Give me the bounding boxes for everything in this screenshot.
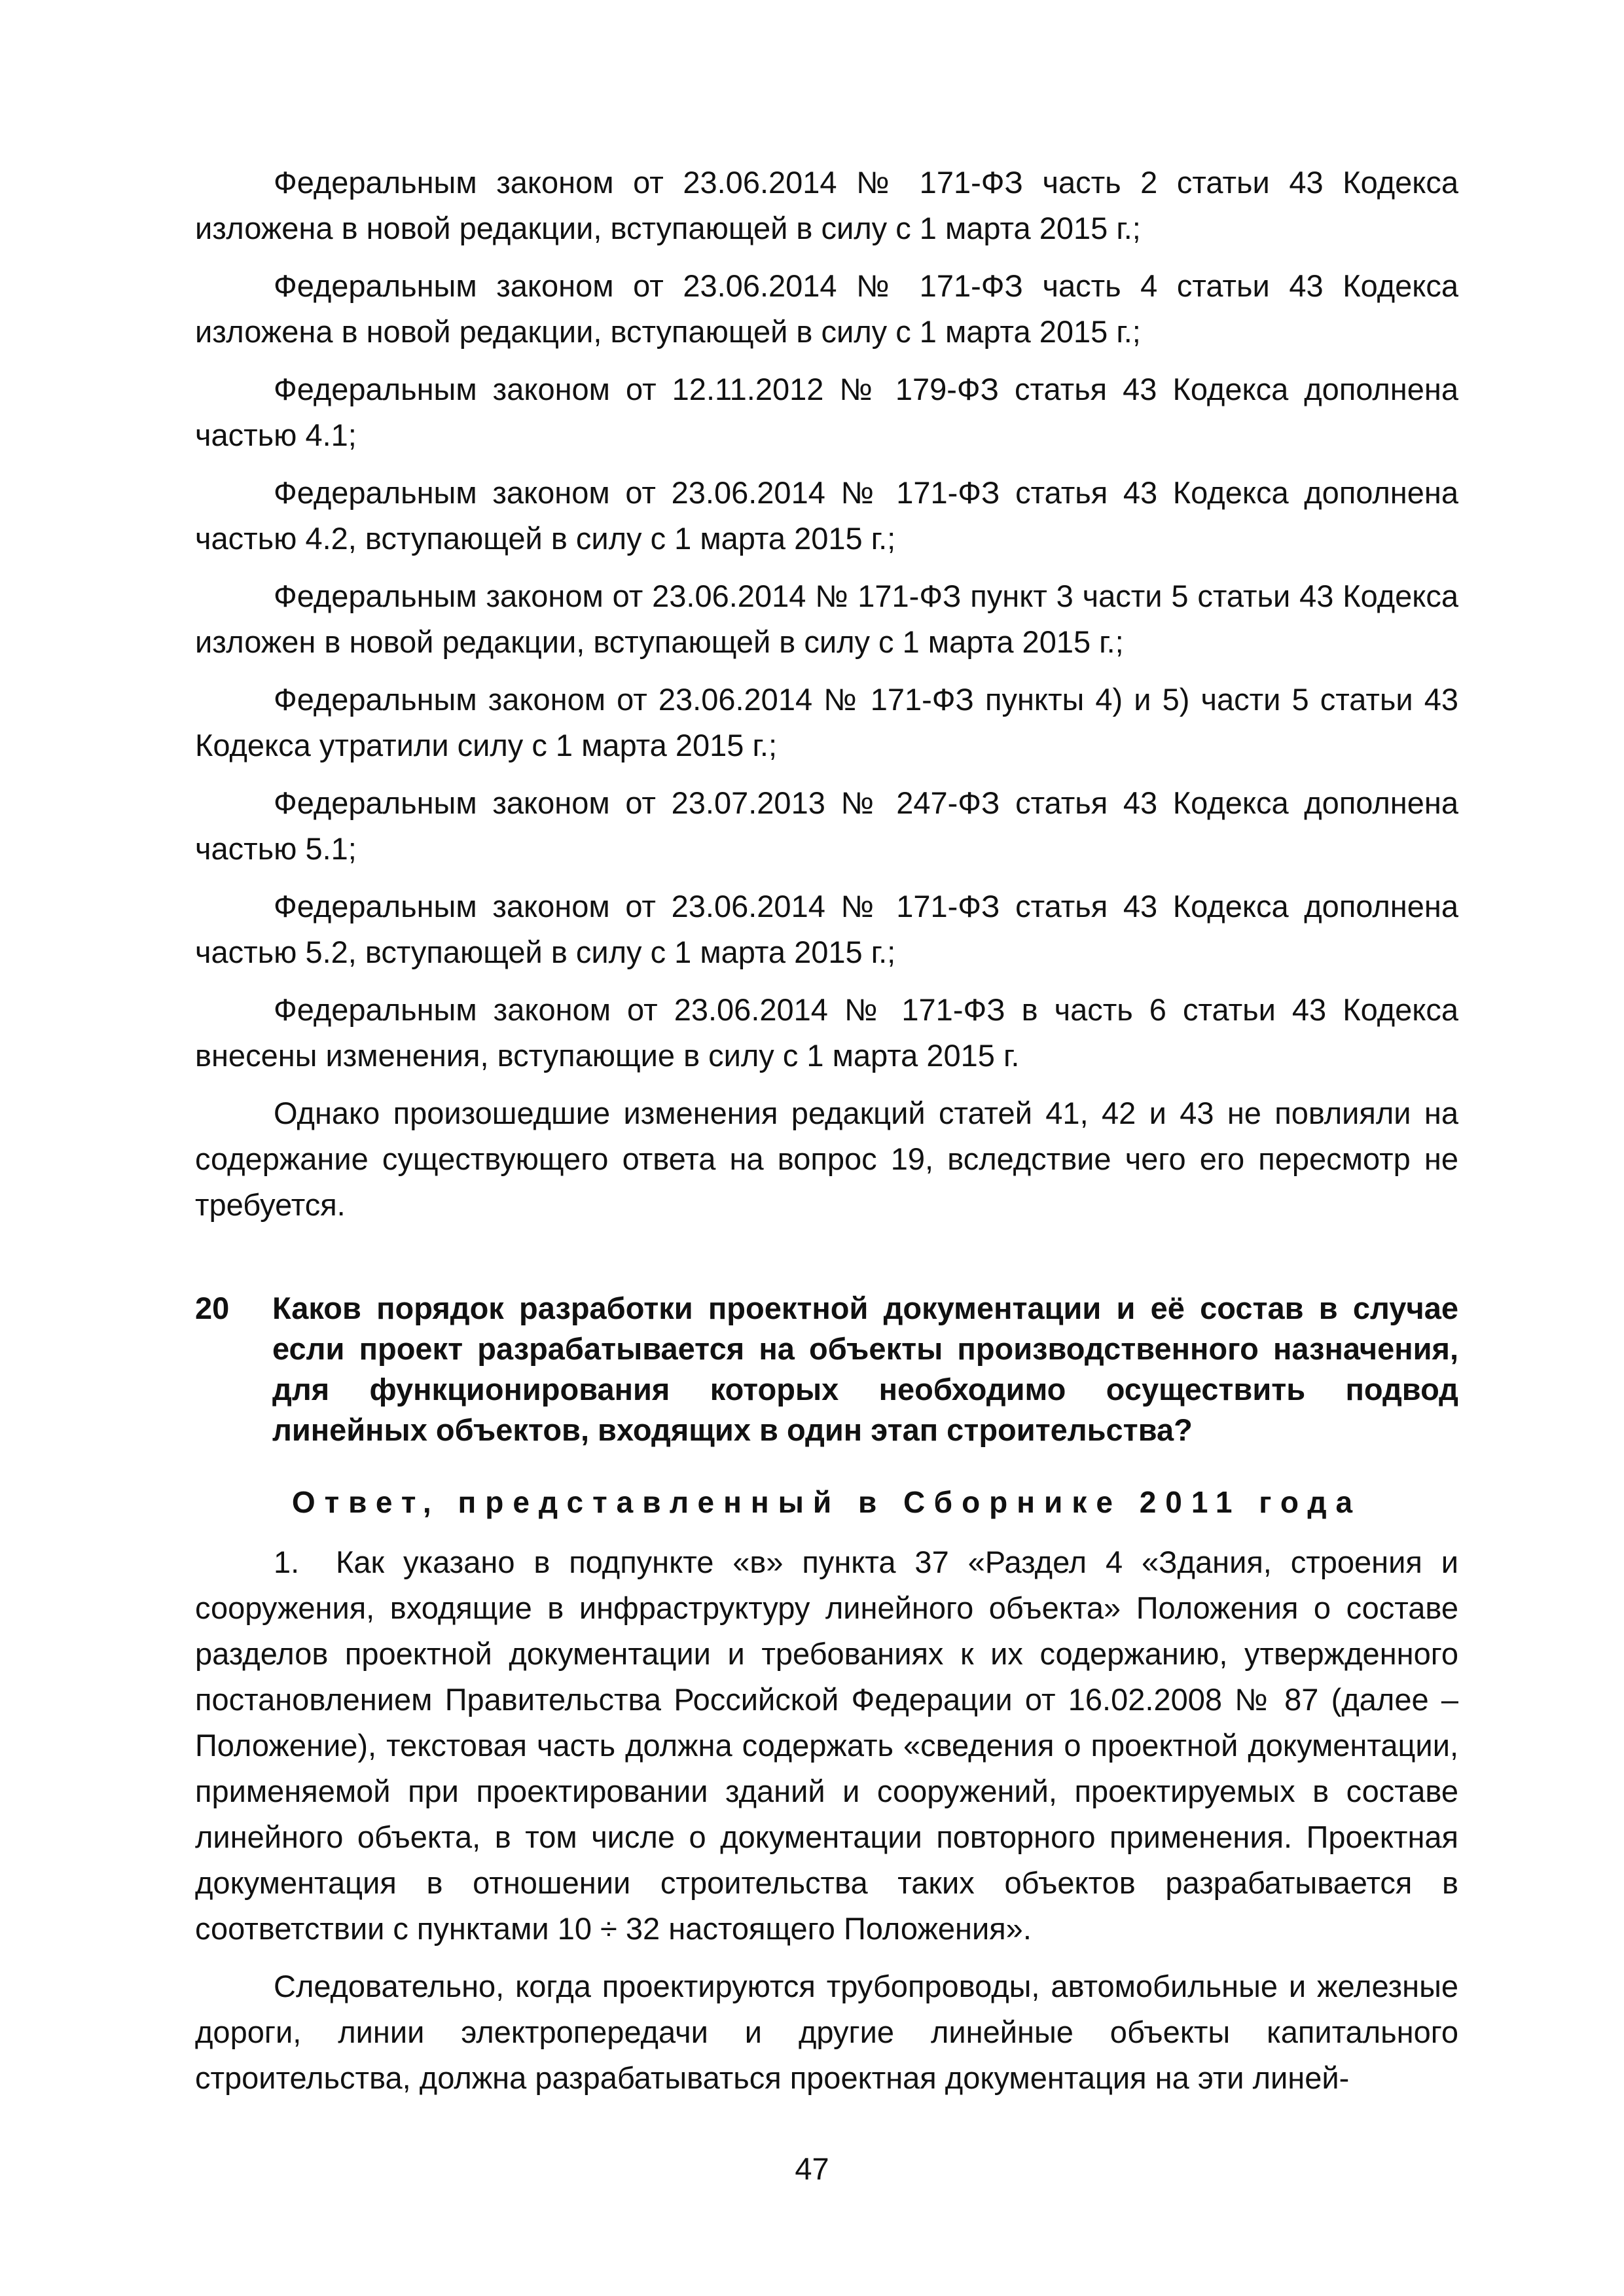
question-text: Каков порядок разработки проектной документации и её состав в случае если проект разрабатывается на объекты производственного назначения, для функционирования которых необходимо осуществить подвод линейных объектов, входящих в один этап строительства? [272,1291,1458,1447]
answer-item [195,1539,1458,1952]
answer-heading: Ответ, представленный в Сборнике 2011 года [291,1485,1362,1519]
answer-continuation-paragraph: Следовательно, когда проектируются трубопроводы, автомобильные и железные дороги, линии электропередачи и другие линейные объекты капитального строительства, должна разрабатываться проектная документация на эти линей- [195,1969,1458,2095]
amendment-paragraph: Федеральным законом от 23.07.2013 № 247-ФЗ статья 43 Кодекса дополнена частью 5.1; [195,785,1458,866]
amendment-paragraph: Федеральным законом от 12.11.2012 № 179-ФЗ статья 43 Кодекса дополнена частью 4.1; [195,372,1458,452]
question-number: 20 [195,1291,230,1325]
answer-item-text: Как указано в подпункте «в» пункта 37 «Раздел 4 «Здания, строения и сооружения, входящие в инфраструктуру линейного объекта» Положения о составе разделов проектной документации и требованиях к их содержанию, утвержденного постановлением Правительства Российской Федерации от 16.02.2008 № 87 (далее – Положение), текстовая часть должна содержать «сведения о проектной документации, применяемой при проектировании зданий и сооружений, проектируемых в составе линейного объекта, в том числе о документации повторного применения. Проектная документация в отношении строительства таких объектов разрабатывается в соответствии с пунктами 10 ÷ 32 настоящего Положения». [195,1545,1458,1946]
page-number: 47 [795,2151,829,2186]
amendment-paragraph: Федеральным законом от 23.06.2014 № 171-ФЗ часть 2 статьи 43 Кодекса изложена в новой редакции, вступающей в силу с 1 марта 2015 г.; [195,165,1458,245]
answer-item-number: 1. [274,1545,300,1579]
question-block [195,1288,1458,1450]
amendment-paragraph: Федеральным законом от 23.06.2014 № 171-ФЗ пункты 4) и 5) части 5 статьи 43 Кодекса утратили силу с 1 марта 2015 г.; [195,682,1458,762]
amendment-paragraph: Федеральным законом от 23.06.2014 № 171-ФЗ пункт 3 части 5 статьи 43 Кодекса изложен в новой редакции, вступающей в силу с 1 марта 2015 г.; [195,579,1458,659]
amendment-paragraph: Федеральным законом от 23.06.2014 № 171-ФЗ статья 43 Кодекса дополнена частью 4.2, вступающей в силу с 1 марта 2015 г.; [195,475,1458,556]
amendment-paragraph: Федеральным законом от 23.06.2014 № 171-ФЗ в часть 6 статьи 43 Кодекса внесены изменения, вступающие в силу с 1 марта 2015 г. [195,992,1458,1073]
page-content [195,160,1458,2113]
conclusion-paragraph: Однако произошедшие изменения редакций статей 41, 42 и 43 не повлияли на содержание существующего ответа на вопрос 19, вследствие чего его пересмотр не требуется. [195,1096,1458,1222]
amendment-paragraph: Федеральным законом от 23.06.2014 № 171-ФЗ часть 4 статьи 43 Кодекса изложена в новой редакции, вступающей в силу с 1 марта 2015 г.; [195,268,1458,349]
amendment-paragraph: Федеральным законом от 23.06.2014 № 171-ФЗ статья 43 Кодекса дополнена частью 5.2, вступающей в силу с 1 марта 2015 г.; [195,889,1458,969]
